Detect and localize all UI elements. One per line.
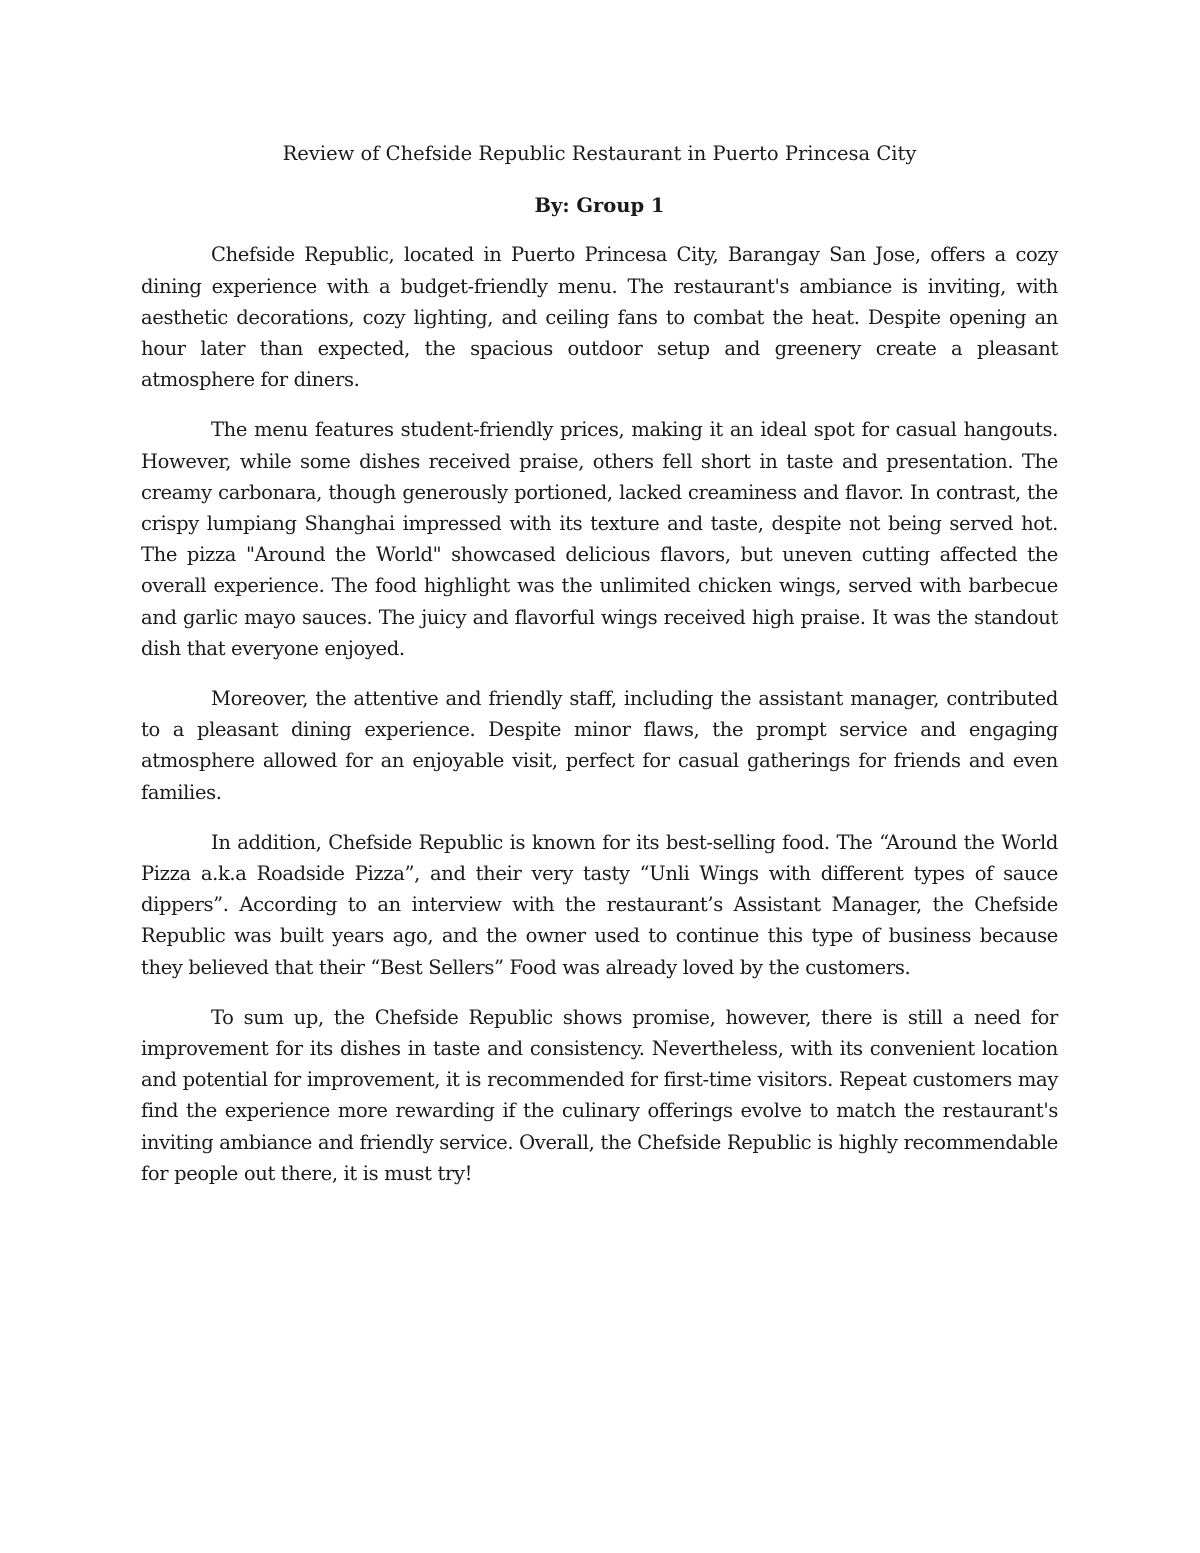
document-title: Review of Chefside Republic Restaurant in Puerto Princesa City (282, 142, 917, 165)
paragraph-5: To sum up, the Chefside Republic shows promise, however, there is still a need for improvement for its dishes in taste and consistency. Nevertheless, with its convenient location and potential for improvement, it is recommended for first-time visitors. Repeat customers may find the experience more rewarding if the culinary offerings evolve to match the restaurant's inviting ambiance and friendly service. Overall, the Chefside Republic is highly recommendable for people out there, it is must try! (141, 1005, 1058, 1185)
paragraph-4: In addition, Chefside Republic is known for its best-selling food. The “Around the World Pizza a.k.a Roadside Pizza”, and their very tasty “Unli Wings with different types of sauce dippers”. According to an interview with the restaurant’s Assistant Manager, the Chefside Republic was built years ago, and the owner used to continue this type of business because they believed that their “Best Sellers” Food was already loved by the customers. (141, 830, 1058, 979)
paragraph-1: Chefside Republic, located in Puerto Princesa City, Barangay San Jose, offers a cozy dining experience with a budget-friendly menu. The restaurant's ambiance is inviting, with aesthetic decorations, cozy lighting, and ceiling fans to combat the heat. Despite opening an hour later than expected, the spacious outdoor setup and greenery create a pleasant atmosphere for diners. (141, 243, 1058, 392)
paragraph-3: Moreover, the attentive and friendly staff, including the assistant manager, contributed to a pleasant dining experience. Despite minor flaws, the prompt service and engaging atmosphere allowed for an enjoyable visit, perfect for casual gatherings for friends and even families. (141, 687, 1058, 804)
document-body (141, 138, 1058, 1208)
paragraph-2: The menu features student-friendly prices, making it an ideal spot for casual hangouts. However, while some dishes received praise, others fell short in taste and presentation. The creamy carbonara, though generously portioned, lacked creaminess and flavor. In contrast, the crispy lumpiang Shanghai impressed with its texture and taste, despite not being served hot. The pizza "Around the World" showcased delicious flavors, but uneven cutting affected the overall experience. The food highlight was the unlimited chicken wings, served with barbecue and garlic mayo sauces. The juicy and flavorful wings received high praise. It was the standout dish that everyone enjoyed. (141, 418, 1058, 660)
document-byline: By: Group 1 (534, 194, 665, 218)
